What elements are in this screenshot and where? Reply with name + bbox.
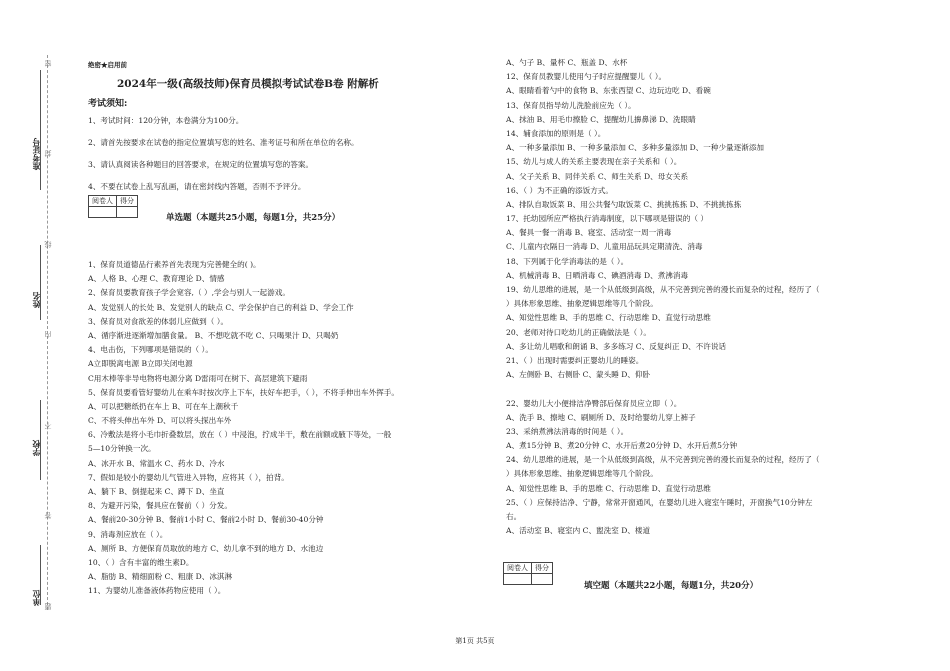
- question-line: C、儿童内衣隔日一消毒 D、儿童用品玩具定期清洗、消毒: [506, 242, 703, 252]
- question-list-right: [506, 58, 819, 540]
- question-line: C用木棒等非导电物将电源分离 D雷雨可在树下、高层建筑下避雨: [88, 373, 308, 383]
- question-line: 20、老师对待口吃幼儿的正确做法是（ ）。: [506, 327, 651, 337]
- notice-item: 4、不要在试卷上乱写乱画，请在密封线内答题，否则不予评分。: [88, 182, 306, 191]
- question-line: 11、为婴幼儿准备液体药物应使用（ ）。: [88, 586, 226, 596]
- question-line: 3、保育员对食欲差的体弱儿应做到（ ）。: [88, 316, 229, 326]
- question-line: 右。: [506, 512, 522, 521]
- question-line: 4、电击伤，下列哪项是错误的（ ）。: [88, 345, 213, 355]
- page-number: 第1页 共5页: [455, 637, 495, 645]
- question-line: 6、冷敷法是将小毛巾折叠数层，放在（ ）中浸泡，拧成半干，敷在前额或腋下等处，一般: [88, 430, 392, 440]
- question-line: A、抹油 B、用毛巾擦脸 C、提醒幼儿擤鼻涕 D、洗眼睛: [506, 114, 696, 124]
- question-line: A、一种多量添加 B、一种多量添加 C、多种多量添加 D、一种少量逐渐添加: [506, 143, 765, 153]
- question-line: A、发觉别人的长处 B、发觉别人的缺点 C、学会保护自己的利益 D、学会工作: [88, 302, 354, 312]
- question-line: A、活动室 B、寝室内 C、盥洗室 D、楼道: [506, 526, 651, 536]
- label-name: 姓名: [31, 292, 41, 308]
- question-line: ）具体形象思维、抽象逻辑思维等几个阶段。: [506, 469, 658, 479]
- question-line: A、循序渐进逐渐增加膳食量。 B、不想吃就不吃 C、只喝果汁 D、只喝奶: [88, 330, 339, 340]
- question-line: A、排队自取饭菜 B、用公共餐勺取饭菜 C、挑挑拣拣 D、不挑挑拣拣: [506, 199, 742, 209]
- question-line: A、冰开水 B、常温水 C、药水 D、冷水: [88, 458, 225, 468]
- question-line: A、餐具一餐一消毒 B、寝室、活动室一周一消毒: [506, 228, 672, 238]
- question-line: 7、假如是较小的婴幼儿气管进入异物，应将其（ ），拍背。: [88, 472, 289, 482]
- question-line: 8、为避开污染，餐具应在餐前（ ）分发。: [88, 501, 232, 511]
- section-title-single-choice: 单选题（本题共25小题，每题1分，共25分）: [166, 213, 341, 223]
- question-line: A、躺下 B、倒提起来 C、蹲下 D、坐直: [88, 487, 225, 496]
- reviewer-cell[interactable]: [89, 207, 117, 218]
- label-school: 学校: [31, 440, 41, 456]
- question-line: A、脂肪 B、精细面粉 C、粗康 D、冰淇淋: [88, 572, 233, 582]
- question-line: 10、（ ）含有丰富的维生素D。: [88, 557, 194, 567]
- question-line: 13、保育员指导幼儿洗脸前应先（ ）。: [506, 100, 636, 110]
- fill-line-school[interactable]: [40, 400, 41, 480]
- question-line: 5、保育员要看管好婴幼儿在乘车时按次序上下车，扶好车把手，（ ），不将手伸出车外挥手。: [88, 387, 399, 397]
- secret-mark: 绝密★启用前: [88, 61, 127, 69]
- notice-title: 考试须知:: [88, 99, 128, 109]
- score-label: 得分: [117, 196, 138, 207]
- section-title-fill-blank: 填空题（本题共22小题，每题1分，共20分）: [584, 581, 759, 591]
- question-line: 1、保育员道德品行素养首先表现为完善健全的( )。: [88, 260, 261, 269]
- question-line: A、机械消毒 B、日晒消毒 C、碘酒消毒 D、煮沸消毒: [506, 270, 689, 280]
- fill-line-exam-number[interactable]: [40, 70, 41, 190]
- question-line: [506, 384, 819, 398]
- question-line: 24、幼儿思维的进展，是一个从低级到高级，从不完善到完善的漫长而复杂的过程，经历了（: [506, 455, 820, 465]
- question-line: A立即脱离电源 B立即关闭电源: [88, 359, 193, 369]
- question-line: 22、婴幼儿大小便排洁净臀部后保育员应立即（ ）。: [506, 398, 682, 408]
- score-box-1: [88, 195, 138, 218]
- label-exam-number: 准考证号: [31, 138, 41, 170]
- reviewer-label: 阅卷人: [89, 196, 117, 207]
- fill-line-unit[interactable]: [40, 545, 41, 605]
- question-line: C、不将头伸出车外 D、可以将头探出车外: [88, 416, 232, 426]
- reviewer-cell[interactable]: [504, 574, 532, 585]
- reviewer-label: 阅卷人: [504, 563, 532, 574]
- notice-item: 3、请认真阅读各种题目的回答要求，在规定的位置填写您的答案。: [88, 160, 314, 169]
- question-line: A、勺子 B、量杯 C、瓶盖 D、水杯: [506, 58, 628, 67]
- question-line: 16、（ ）为不正确的添饭方式。: [506, 185, 613, 195]
- score-cell[interactable]: [117, 207, 138, 218]
- score-label: 得分: [532, 563, 553, 574]
- question-line: 9、消毒剂应放在（ ）。: [88, 529, 168, 539]
- question-line: A、知觉性思维 B、手的思维 C、行动思维 D、直觉行动思维: [506, 313, 711, 323]
- score-cell[interactable]: [532, 574, 553, 585]
- question-line: A、父子关系 B、同伴关系 C、师生关系 D、母女关系: [506, 171, 689, 181]
- question-line: A、餐前20-30分钟 B、餐前1小时 C、餐前2小时 D、餐前30-40分钟: [88, 515, 324, 525]
- question-line: 18、下列属于化学消毒法的是（ ）。: [506, 256, 629, 266]
- notice-list: [88, 116, 359, 204]
- seal-text: 题 答 不 内 线 封 密: [44, 60, 52, 610]
- question-line: A、煮15分钟 B、煮20分钟 C、水开后煮20分钟 D、水开后煮5分钟: [506, 441, 738, 451]
- question-line: 21、（ ）出现时需要纠正婴幼儿的睡姿。: [506, 355, 644, 365]
- question-line: A、知觉性思维 B、手的思维 C、行动思维 D、直觉行动思维: [506, 483, 711, 493]
- question-line: A、可以把糖纸扔在车上 B、可在车上潮秋千: [88, 401, 239, 411]
- question-line: A、多让幼儿唱歌和朗诵 B、多多练习 C、反复纠正 D、不许说话: [506, 341, 727, 351]
- question-line: 23、采纳煮沸法消毒的时间是（ ）。: [506, 426, 629, 436]
- notice-item: 1、考试时间：120分钟，本卷满分为100分。: [88, 116, 244, 125]
- page-title: 2024年一级(高级技师)保育员模拟考试试卷B卷 附解析: [117, 78, 379, 90]
- question-line: 25、（ ）应保持洁净、宁静，常常开窗通风，在婴幼儿进入寝室午睡时，开窗换气10分钟左: [506, 497, 813, 507]
- question-line: 2、保育员要教育孩子学会宽容,（ ）,学会与别人一起游戏。: [88, 288, 290, 298]
- question-line: 19、幼儿思维的进展，是一个从低级到高级，从不完善到完善的漫长而复杂的过程，经历了（: [506, 285, 820, 294]
- question-line: 12、保育员教婴儿使用勺子时应提醒婴儿（ ）。: [506, 72, 667, 82]
- question-line: 14、辅食添加的原则是（ ）。: [506, 128, 606, 138]
- question-line: A、人格 B、心理 C、教育理论 D、情感: [88, 274, 225, 284]
- question-line: A、厕所 B、方便保育员取放的地方 C、幼儿拿不到的地方 D、水池边: [88, 543, 324, 553]
- question-line: A、眼睛看着勺中的食物 B、东张西望 C、边玩边吃 D、看碗: [506, 86, 711, 96]
- question-line: 17、托幼园所应严格执行消毒制度，以下哪项是错误的（ ）: [506, 214, 708, 224]
- label-unit: 单位: [31, 590, 41, 606]
- notice-item: 2、请首先按要求在试卷的指定位置填写您的姓名、准考证号和所在单位的名称。: [88, 138, 359, 147]
- question-line: ）具体形象思维、抽象逻辑思维等几个阶段。: [506, 299, 658, 309]
- question-line: 5—10分钟换一次。: [88, 444, 156, 454]
- score-box-2: [503, 562, 553, 585]
- question-list-left: [88, 260, 399, 601]
- question-line: A、洗手 B、擦地 C、刷厕所 D、及时给婴幼儿穿上裤子: [506, 412, 696, 422]
- question-line: 15、幼儿与成人的关系主要表现在亲子关系和（ ）。: [506, 157, 682, 167]
- question-line: A、左侧卧 B、右侧卧 C、蒙头睡 D、仰卧: [506, 370, 651, 380]
- fill-line-name[interactable]: [40, 245, 41, 320]
